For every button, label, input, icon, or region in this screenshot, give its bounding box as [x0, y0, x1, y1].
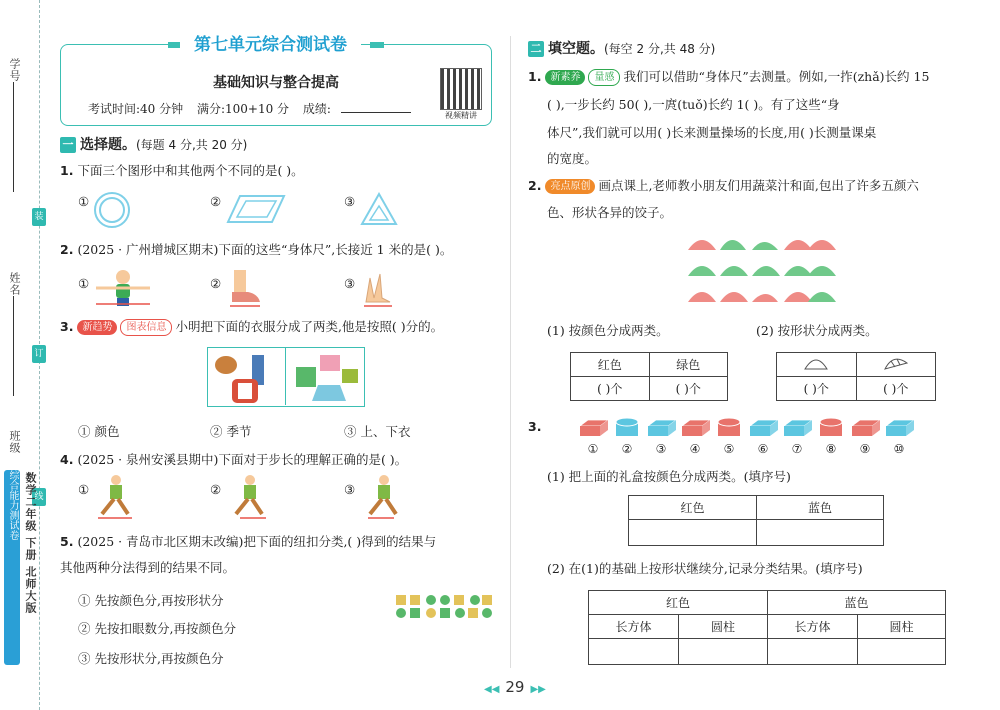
child-arms-spread-icon [92, 268, 154, 308]
new-literacy-tag: 新素养 [545, 70, 585, 85]
parallelogram-shape-icon [226, 194, 286, 226]
qr-caption: 视频精讲 [445, 111, 477, 120]
s1-q4-opt3[interactable]: ③ [344, 482, 356, 497]
gift-box-10 [886, 420, 914, 456]
pleated-count-cell[interactable]: ( )个 [856, 377, 936, 401]
s1-q2-opt3[interactable]: ③ [344, 276, 356, 291]
section2-title: 填空题。 [548, 41, 604, 57]
s1-q1-text: 下面三个图形中和其他两个不同的是( )。 [77, 163, 304, 178]
q2-shape-table [776, 352, 936, 401]
s1-q1-opt3[interactable]: ③ [344, 194, 356, 209]
brand-text: 综合能力测试卷 [7, 470, 18, 540]
clothes-box [207, 347, 365, 407]
s2-q1-line2: ( ),一步长约 50( ),一庹(tuǒ)长约 1( )。有了这些“身 [547, 97, 840, 112]
s2-q3-number: 3. [528, 419, 542, 434]
s1-q5-opt3[interactable]: ③ 先按形状分,再按颜色分 [78, 651, 224, 666]
column-divider [510, 36, 511, 668]
gift-box-label-3: ③ [655, 442, 667, 456]
s1-q4: 4. (2025 · 泉州安溪县期中)下面对于步长的理解正确的是( )。 [60, 452, 408, 467]
s2-q1-line1: 1. 新素养 量感 我们可以借助“身体尺”去测量。例如,一拃(zhǎ)长约 15 [528, 69, 930, 84]
s1-q2-text: (2025 · 广州增城区期末)下面的这些“身体尺”,长接近 1 米的是( )。 [77, 242, 453, 257]
s2-q2-line1: 2. 亮点原创 画点课上,老师教小朋友们用蔬菜汁和面,包出了许多五颜六 [528, 178, 919, 193]
buttons-group-icon [394, 594, 494, 620]
page-number: ◀◀ 29 ▶▶ [484, 678, 546, 696]
gift-box-7 [784, 420, 812, 456]
winter-clothes-icon [212, 351, 282, 405]
s1-q3-opt2[interactable]: ② 季节 [210, 424, 252, 439]
s2-q2-part2: (2) 按形状分成两类。 [756, 323, 878, 338]
hand-span-icon [360, 268, 396, 308]
q3-red-answer[interactable] [629, 520, 757, 546]
pleated-dumpling-icon [883, 355, 909, 371]
exam-meta [88, 100, 421, 117]
section2-note: (每空 2 分,共 48 分) [604, 42, 716, 56]
gift-box-5 [718, 418, 740, 456]
q3b-red-cuboid-answer[interactable] [589, 639, 679, 665]
cut-mark-1: 装 [32, 208, 46, 226]
ring-shape-icon [92, 190, 132, 230]
shape-header-round [777, 353, 857, 377]
round-dumpling-icon [803, 355, 829, 371]
title-deco-right [370, 42, 384, 48]
student-no-label: 学号 [8, 58, 21, 82]
q2-color-table [570, 352, 728, 401]
score-blank[interactable] [341, 103, 411, 113]
dumplings-icon [680, 232, 840, 310]
cut-mark-2: 订 [32, 345, 46, 363]
gift-box-label-4: ④ [689, 442, 701, 456]
gift-box-1 [580, 420, 608, 456]
name-label: 姓名 [8, 272, 21, 296]
gift-box-label-9: ⑨ [859, 442, 871, 456]
s1-q5-line2: 其他两种分法得到的结果不同。 [60, 560, 236, 575]
foot-shoe-icon [226, 268, 262, 308]
s1-q2: 2. (2025 · 广州增城区期末)下面的这些“身体尺”,长接近 1 米的是( )。 [60, 242, 453, 257]
walking-child-icon-3 [360, 474, 406, 520]
s1-q4-text: (2025 · 泉州安溪县期中)下面对于步长的理解正确的是( )。 [77, 452, 408, 467]
gift-box-label-10: ⑩ [893, 442, 905, 456]
section2-heading [528, 38, 715, 58]
s1-q4-opt1[interactable]: ① [78, 482, 90, 497]
s2-q3-part2: (2) 在(1)的基础上按形状继续分,记录分类结果。(填序号) [547, 561, 863, 576]
qr-code[interactable] [440, 68, 482, 110]
section1-title: 选择题。 [80, 137, 136, 153]
red-count-cell[interactable]: ( )个 [571, 377, 650, 401]
gift-box-6 [750, 420, 778, 456]
s1-q3: 3. 新趋势 图表信息 小明把下面的衣服分成了两类,他是按照( )分的。 [60, 319, 444, 334]
walking-child-icon-1 [92, 474, 138, 520]
gift-box-2 [616, 418, 638, 456]
q3b-red-cylinder-header: 圆柱 [679, 615, 768, 639]
s1-q3-opt1[interactable]: ① 颜色 [78, 424, 120, 439]
s1-q5-opt2[interactable]: ② 先按扣眼数分,再按颜色分 [78, 621, 236, 636]
q3b-blue-cylinder-answer[interactable] [858, 639, 946, 665]
exam-subtitle: 基础知识与整合提高 [213, 75, 339, 91]
s1-q5-opt1[interactable]: ① 先按颜色分,再按形状分 [78, 593, 224, 608]
round-count-cell[interactable]: ( )个 [777, 377, 857, 401]
walking-child-icon-2 [226, 474, 272, 520]
s2-q3-part1: (1) 把上面的礼盒按颜色分成两类。(填序号) [547, 469, 791, 484]
color-header-green: 绿色 [649, 353, 728, 377]
gift-box-8 [820, 418, 842, 456]
s1-q3-opt3[interactable]: ③ 上、下衣 [344, 424, 411, 439]
s2-q2-line2: 色、形状各异的饺子。 [547, 205, 673, 220]
shape-header-pleated [856, 353, 936, 377]
q3b-blue-cuboid-answer[interactable] [768, 639, 858, 665]
new-trend-tag: 新趋势 [77, 320, 117, 335]
color-header-red: 红色 [571, 353, 650, 377]
q3-color-table [628, 495, 884, 546]
gift-box-label-2: ② [621, 442, 633, 456]
q3-shape-table [588, 590, 946, 665]
section2-number: 二 [528, 41, 544, 57]
original-highlight-tag: 亮点原创 [545, 179, 595, 194]
gift-box-label-7: ⑦ [791, 442, 803, 456]
q3b-red-cylinder-answer[interactable] [679, 639, 768, 665]
q3b-blue-header: 蓝色 [768, 591, 946, 615]
cut-mark-3: 线 [32, 488, 46, 506]
triangle-shape-icon [360, 192, 398, 226]
book-info: 数学二年级 下册 北师大版 [24, 472, 37, 614]
section1-heading [60, 134, 247, 154]
s1-q1-opt1[interactable]: ① [78, 194, 90, 209]
green-count-cell[interactable]: ( )个 [649, 377, 728, 401]
name-line [13, 296, 14, 396]
gift-box-4 [682, 420, 710, 456]
s1-q5-line1: 5. (2025 · 青岛市北区期末改编)把下面的纽扣分类,( )得到的结果与 [60, 534, 437, 549]
s1-q1: 1. 下面三个图形中和其他两个不同的是( )。 [60, 163, 304, 178]
s1-q1-opt2[interactable]: ② [210, 194, 222, 209]
score-label: 成绩: [302, 102, 331, 116]
s1-q4-opt2[interactable]: ② [210, 482, 222, 497]
gift-box-3 [648, 420, 676, 456]
q3-blue-answer[interactable] [757, 520, 884, 546]
q3-red-header: 红色 [629, 496, 757, 520]
exam-time: 考试时间:40 分钟 [88, 102, 184, 116]
gift-box-label-1: ① [587, 442, 599, 456]
s1-q2-opt1[interactable]: ① [78, 276, 90, 291]
class-label: 班级 [8, 430, 21, 454]
student-no-line [13, 82, 14, 192]
gift-box-label-6: ⑥ [757, 442, 769, 456]
gift-box-label-8: ⑧ [825, 442, 837, 456]
q3b-blue-cuboid-header: 长方体 [768, 615, 858, 639]
exam-title: 第七单元综合测试卷 [180, 33, 361, 57]
gift-boxes-row [578, 416, 918, 458]
section1-number: 一 [60, 137, 76, 153]
q3b-red-cuboid-header: 长方体 [589, 615, 679, 639]
gift-box-label-5: ⑤ [723, 442, 735, 456]
summer-clothes-icon [290, 351, 362, 405]
s2-q2-part1: (1) 按颜色分成两类。 [547, 323, 669, 338]
s1-q2-opt2[interactable]: ② [210, 276, 222, 291]
s1-q3-text: 小明把下面的衣服分成了两类,他是按照( )分的。 [175, 319, 444, 334]
q3-blue-header: 蓝色 [757, 496, 884, 520]
gift-box-9 [852, 420, 880, 456]
s2-q1-line3: 体尺”,我们就可以用( )长来测量操场的长度,用( )长测量课桌 [547, 125, 877, 140]
q3b-red-header: 红色 [589, 591, 768, 615]
section1-note: (每题 4 分,共 20 分) [136, 138, 248, 152]
chart-info-tag: 图表信息 [120, 319, 172, 336]
full-score: 满分:100+10 分 [196, 102, 290, 116]
s2-q1-line4: 的宽度。 [547, 151, 598, 166]
quantity-sense-tag: 量感 [588, 69, 620, 86]
q3b-blue-cylinder-header: 圆柱 [858, 615, 946, 639]
